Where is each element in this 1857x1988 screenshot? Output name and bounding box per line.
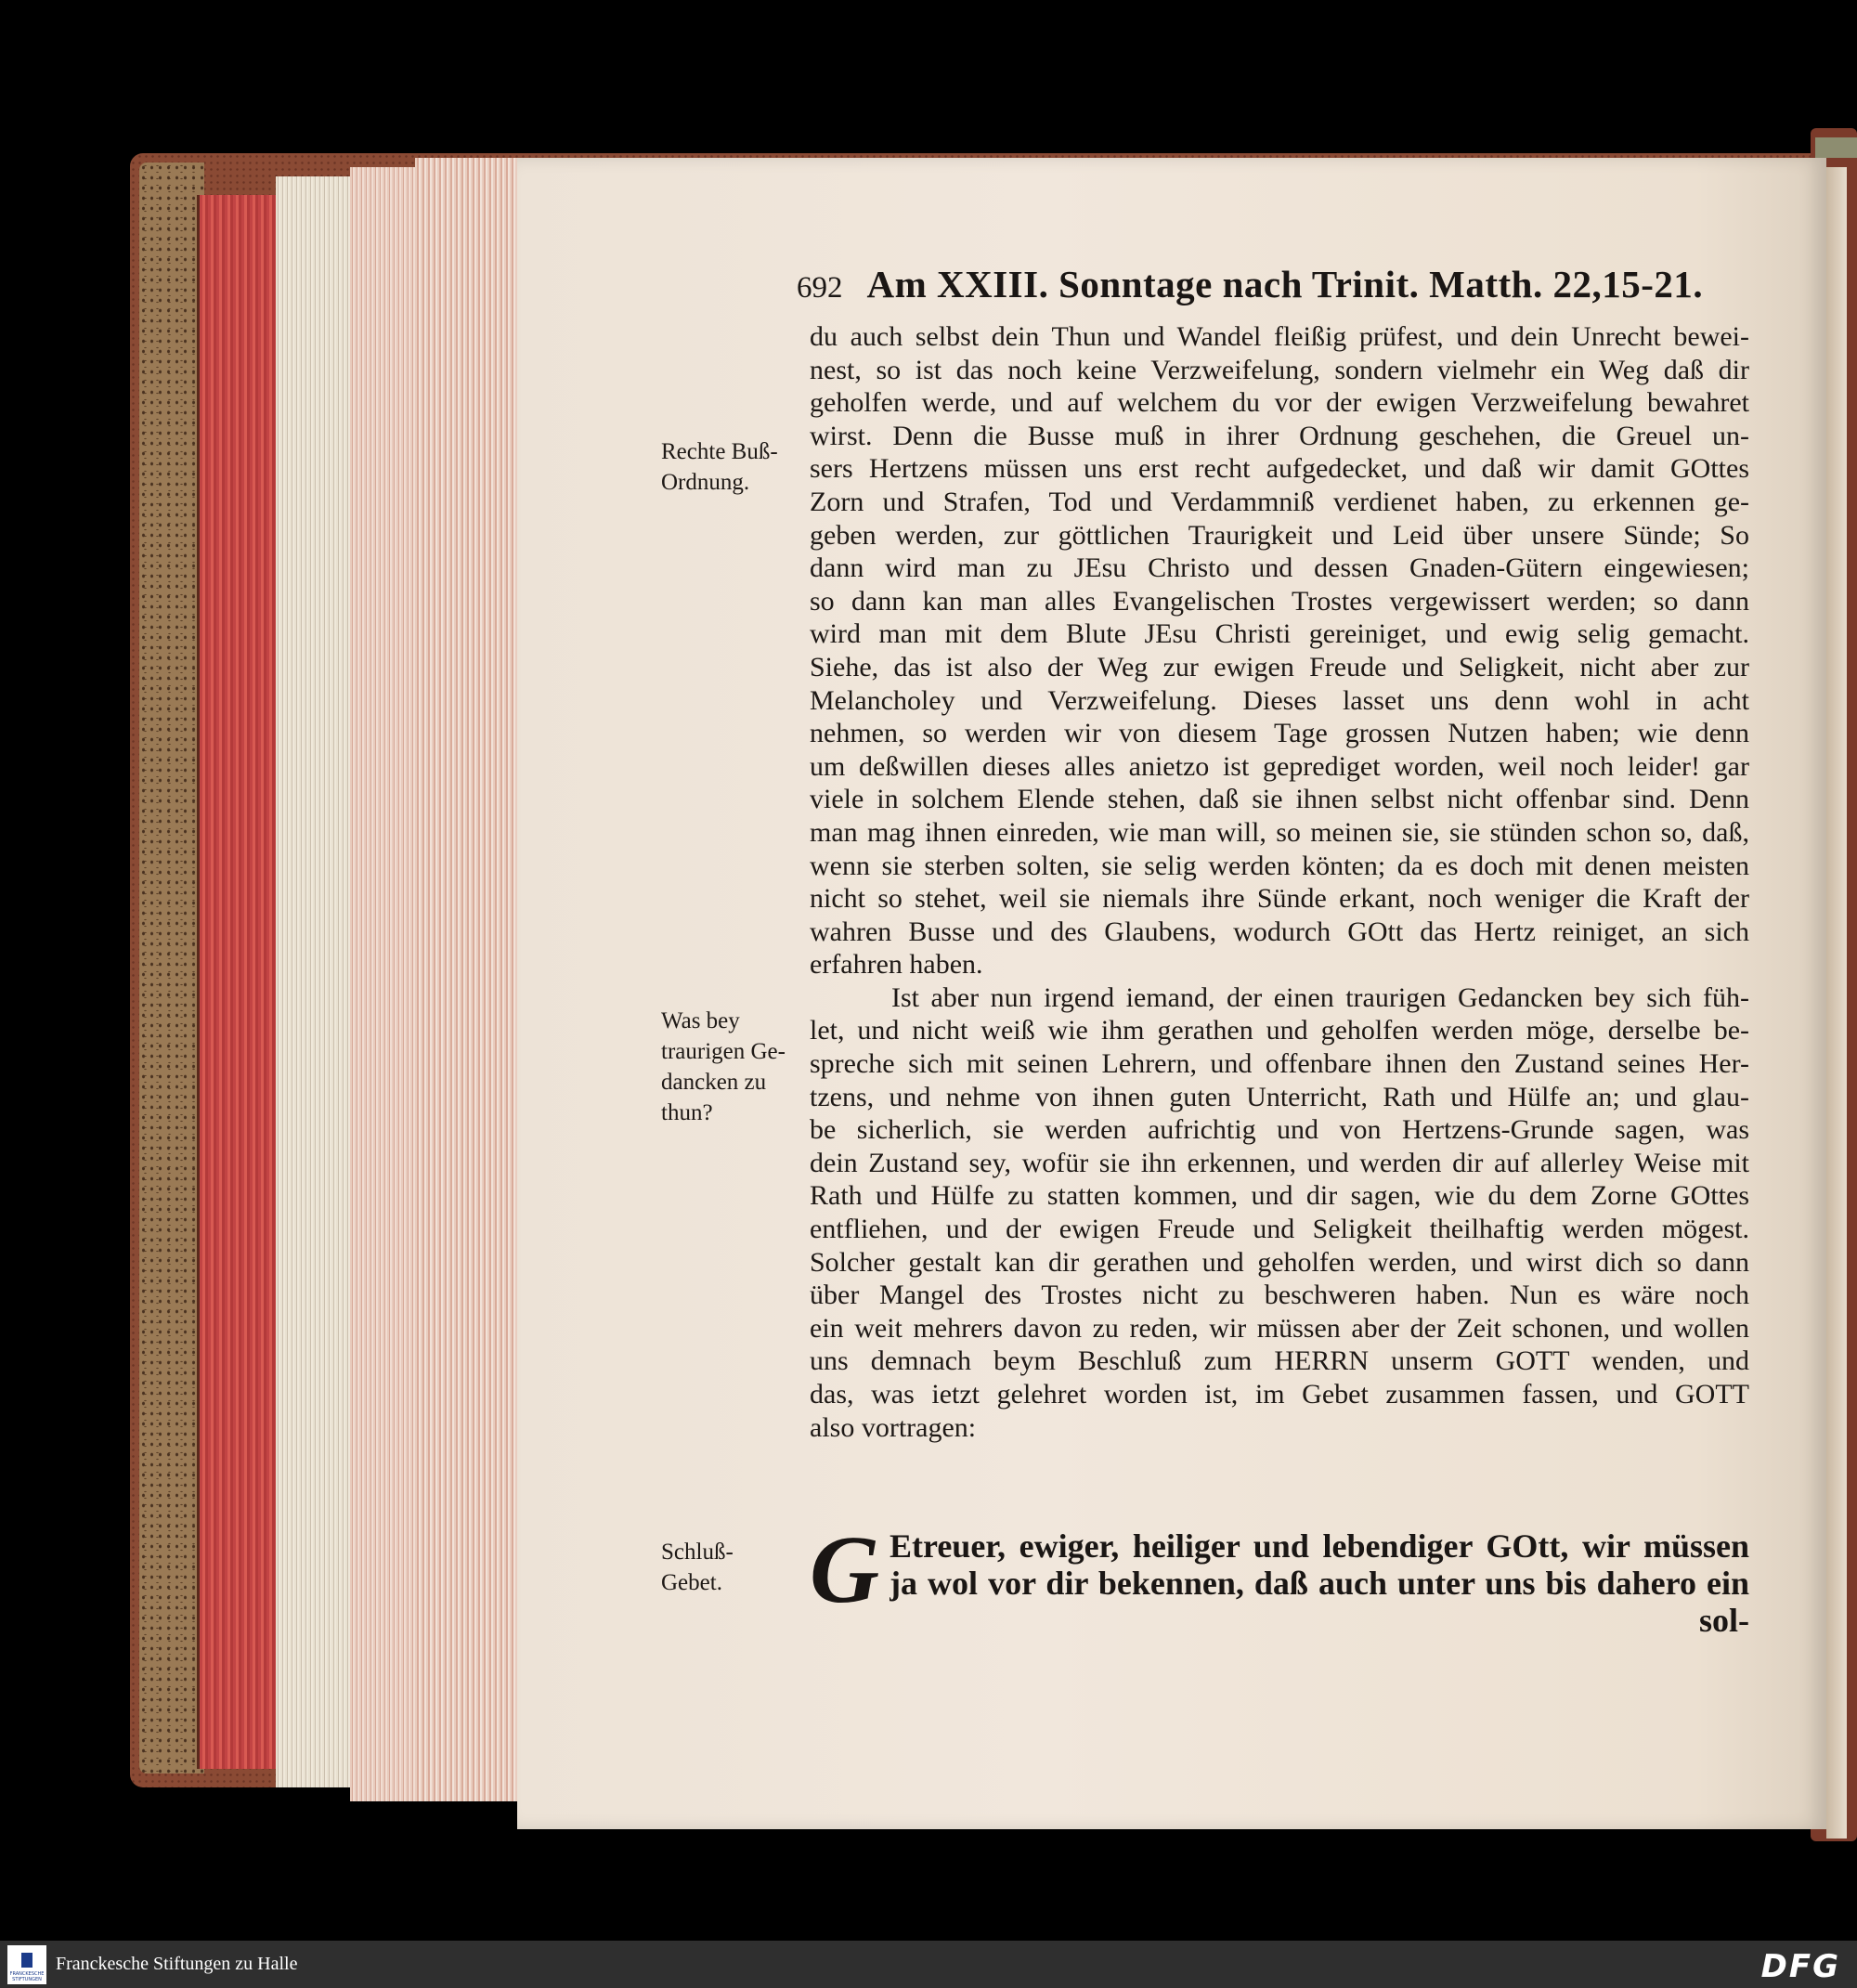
cover-gilt-edge xyxy=(1815,137,1857,158)
text-line: ein weit mehrers davon zu reden, wir müssen aber der Zeit schonen, und wollen xyxy=(810,1312,1749,1344)
text-line: dein Zustand sey, wofür sie ihn erkennen, und werden dir auf allerley Weise mit xyxy=(810,1147,1749,1178)
text-line: dann wird man zu JEsu Christo und dessen Gnaden-Gütern eingewiesen; xyxy=(810,552,1749,584)
text-line: Melancholey und Verzweifelung. Dieses lasset uns denn wohl in acht xyxy=(810,684,1749,716)
margin-note-line: thun? xyxy=(661,1100,713,1125)
margin-note-gedancken xyxy=(661,1006,791,1128)
text-line: Rath und Hülfe zu statten kommen, und dir sagen, wie du dem Zorne GOttes xyxy=(810,1180,1749,1212)
text-line: nehmen, so werden wir von diesem Tage grossen Nutzen haben; wie denn xyxy=(810,718,1749,749)
text-line: du auch selbst dein Thun und Wandel fleißig prüfest, und dein Unrecht bewei- xyxy=(810,321,1749,352)
text-line: entfliehen, und der ewigen Freude und Seligkeit theilhaftig werden mögest. xyxy=(810,1214,1749,1245)
page-header xyxy=(797,262,1753,318)
catchword: sol- xyxy=(1699,1602,1749,1639)
text-line: so dann kan man alles Evangelischen Trostes vergewissert werden; so dann xyxy=(810,585,1749,617)
margin-note-line: Was bey xyxy=(661,1008,740,1033)
text-line: geben werden, zur göttlichen Traurigkeit und Leid über unsere Sünde; So xyxy=(810,519,1749,551)
body-text xyxy=(810,320,1749,1444)
dfg-logo[interactable]: DFG xyxy=(1760,1948,1840,1985)
text-line: erfahren haben. xyxy=(810,949,983,981)
text-line: be sicherlich, sie werden aufrichtig und von Hertzens-Grunde sagen, was xyxy=(810,1114,1749,1146)
margin-note-busse xyxy=(661,436,791,498)
text-line: Siehe, das ist also der Weg zur ewigen Freude und Seligkeit, nicht aber zur xyxy=(810,651,1749,682)
text-line: let, und nicht weiß wie ihm gerathen und geholfen werden möge, derselbe be- xyxy=(810,1015,1749,1046)
text-line: geholfen werde, und auf welchem du vor der ewigen Verzweifelung bewahret xyxy=(810,387,1749,419)
text-line: über Mangel des Trostes nicht zu beschweren haben. Nun es wäre noch xyxy=(810,1280,1749,1311)
running-title: Am XXIII. Sonntage nach Trinit. Matth. 22,15-21. xyxy=(866,263,1704,305)
text-line: wahren Busse und des Glaubens, wodurch GOtt das Hertz reiniget, an sich xyxy=(810,916,1749,947)
text-line: sers Hertzens müssen uns erst recht aufgedecket, und daß wir damit GOttes xyxy=(810,453,1749,485)
text-line: Zorn und Strafen, Tod und Verdammniß verdienet haben, zu erkennen ge- xyxy=(810,486,1749,517)
institution-logo[interactable] xyxy=(7,1945,46,1984)
page-edges-white xyxy=(276,176,350,1787)
institution-name[interactable]: Franckesche Stiftungen zu Halle xyxy=(56,1954,298,1974)
page-number: 692 xyxy=(797,271,843,305)
text-line: tzens, und nehme von ihnen guten Unterricht, Rath und Hülfe an; und glau- xyxy=(810,1081,1749,1112)
text-line: Solcher gestalt kan dir gerathen und geholfen werden, und wirst dich so dann xyxy=(810,1246,1749,1278)
page-edges-pink-inner xyxy=(415,158,517,1801)
text-line: um deßwillen dieses alles anietzo ist geprediget worden, weil noch leider! gar xyxy=(810,750,1749,782)
red-page-edges xyxy=(197,195,279,1769)
text-line: das, was ietzt gelehret worden ist, im Gebet zusammen fassen, und GOTT xyxy=(810,1379,1749,1410)
margin-note-line: Schluß- xyxy=(661,1540,734,1565)
prayer-line: ja wol vor dir bekennen, daß auch unter uns bis dahero ein xyxy=(890,1565,1749,1602)
margin-note-line: Ordnung. xyxy=(661,470,750,495)
margin-note-line: Rechte Buß- xyxy=(661,439,778,464)
marbled-endpaper xyxy=(139,162,204,1774)
text-line: wirst. Denn die Busse muß in ihrer Ordnung geschehen, die Greuel un- xyxy=(810,420,1749,451)
text-line: Ist aber nun irgend iemand, der einen traurigen Gedancken bey sich füh- xyxy=(891,981,1749,1013)
facing-page-edge xyxy=(1826,167,1847,1839)
margin-note-gebet xyxy=(661,1537,791,1598)
page-edges-pink xyxy=(350,167,415,1801)
closing-prayer xyxy=(810,1516,1749,1639)
text-line: wird man mit dem Blute JEsu Christi gereiniget, und ewig selig gemacht. xyxy=(810,618,1749,650)
text-line: nicht so stehet, weil sie niemals ihre Sünde erkant, noch weniger die Kraft der xyxy=(810,883,1749,915)
drop-capital: G xyxy=(810,1516,880,1623)
margin-note-line: dancken zu xyxy=(661,1070,767,1095)
margin-note-line: traurigen Ge- xyxy=(661,1039,786,1064)
text-line: man mag ihnen einreden, wie man will, so meinen sie, sie stünden schon so, daß, xyxy=(810,816,1749,848)
logo-lettering: FRANCKESCHE STIFTUNGEN xyxy=(9,1971,45,1982)
text-line: wenn sie sterben solten, sie selig werden könten; da es doch mit denen meisten xyxy=(810,850,1749,881)
margin-note-line: Gebet. xyxy=(661,1570,722,1595)
text-line: uns demnach beym Beschluß zum HERRN unserm GOTT wenden, und xyxy=(810,1345,1749,1377)
text-line: spreche sich mit seinen Lehrern, und offenbare ihnen den Zustand seines Her- xyxy=(810,1048,1749,1080)
logo-icon xyxy=(21,1953,32,1968)
text-line: nest, so ist das noch keine Verzweifelung, sondern vielmehr ein Weg daß dir xyxy=(810,354,1749,385)
text-line: also vortragen: xyxy=(810,1411,977,1443)
viewer-footer-bar xyxy=(0,1941,1857,1988)
text-line: viele in solchem Elende stehen, daß sie ihnen selbst nicht offenbar sind. Denn xyxy=(810,784,1749,815)
prayer-line: Etreuer, ewiger, heiliger und lebendiger GOtt, wir müssen xyxy=(890,1527,1749,1565)
